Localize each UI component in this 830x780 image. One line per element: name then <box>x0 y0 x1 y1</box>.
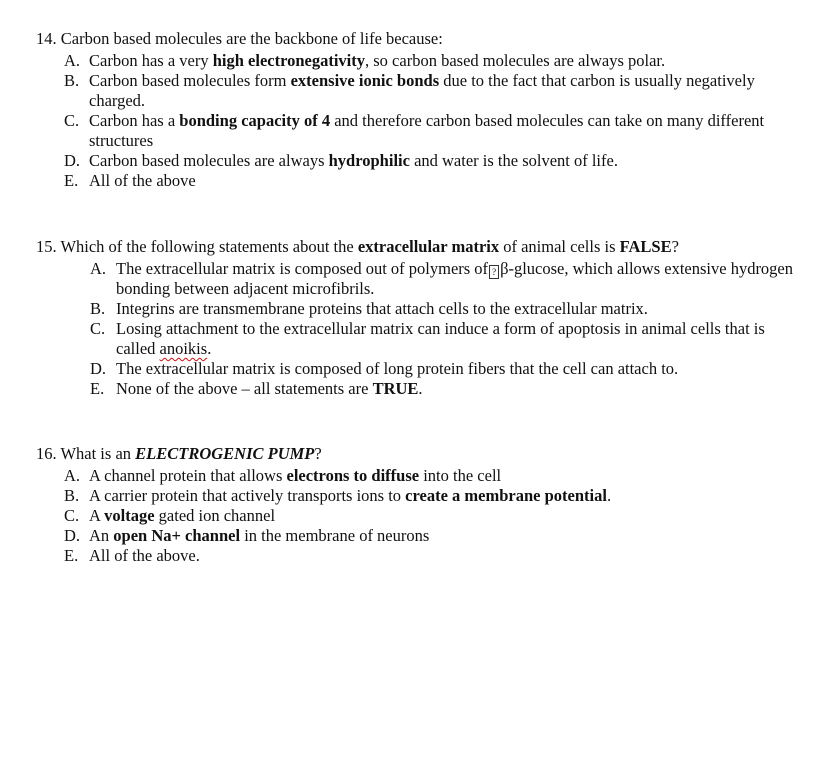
q16-option-d <box>36 526 796 546</box>
q16-option-a-text: A channel protein that allows <box>89 466 287 485</box>
q14-option-d <box>36 151 796 171</box>
q15-option-e-bold: TRUE <box>372 379 419 398</box>
q16-title-text: 16. What is an <box>36 444 136 463</box>
q16-title-text-end: ? <box>314 444 322 463</box>
missing-glyph-icon: ? <box>489 265 499 279</box>
q15-spellcheck-word[interactable]: anoikis <box>159 339 208 358</box>
question-15-options <box>36 259 796 399</box>
q14-option-c-text: Carbon has a <box>89 111 180 130</box>
q15-option-a-text: The extracellular matrix is composed out of polymers of <box>116 259 489 278</box>
q15-option-c <box>36 319 796 359</box>
q14-option-b <box>36 71 796 111</box>
q16-option-a-text-end: into the cell <box>419 466 502 485</box>
q14-option-a-text: Carbon has a very <box>89 51 213 70</box>
q16-option-e-text: All of the above. <box>89 546 200 565</box>
q16-option-b-bold: create a membrane potential <box>405 486 607 505</box>
q14-option-d-text: Carbon based molecules are always <box>89 151 329 170</box>
q16-option-c-letter: C. <box>64 506 80 525</box>
q14-option-a-bold: high electronegativity <box>212 51 366 70</box>
q15-option-a-text-end: β-glucose, which allows extensive hydrogen bonding between adjacent microfibrils. <box>116 259 794 298</box>
q15-option-b-text: Integrins are transmembrane proteins that attach cells to the extracellular matrix. <box>116 299 648 318</box>
q15-option-e-text: None of the above – all statements are <box>116 379 373 398</box>
q14-option-c-bold: bonding capacity of 4 <box>179 111 331 130</box>
q15-title-text-end: ? <box>671 237 679 256</box>
q14-option-a-text-end: , so carbon based molecules are always polar. <box>365 51 666 70</box>
q15-option-b <box>36 299 796 319</box>
q14-option-b-text: Carbon based molecules form <box>89 71 291 90</box>
q16-option-b-text-end: . <box>606 486 612 505</box>
q14-option-d-letter: D. <box>64 151 81 170</box>
q16-option-b-letter: B. <box>64 486 80 505</box>
question-14-options <box>36 51 796 191</box>
q14-option-d-bold: hydrophilic <box>328 151 410 170</box>
q16-option-e <box>36 546 796 566</box>
q15-title-bold-false: FALSE <box>619 237 672 256</box>
question-14-title: 14. Carbon based molecules are the backbone of life because: <box>36 29 443 48</box>
question-14 <box>36 29 796 191</box>
question-16-options <box>36 466 796 566</box>
q16-title-bold-italic: ELECTROGENIC PUMP <box>135 444 315 463</box>
q16-option-a-letter: A. <box>64 466 81 485</box>
q15-option-c-letter: C. <box>90 319 106 338</box>
q15-option-e-letter: E. <box>90 379 105 398</box>
q14-option-a <box>36 51 796 71</box>
question-15 <box>36 237 796 399</box>
q16-option-d-bold: open Na+ channel <box>113 526 241 545</box>
question-15-title <box>36 237 796 257</box>
q15-title-text-mid: of animal cells is <box>499 237 620 256</box>
q15-option-c-text: Losing attachment to the extracellular matrix can induce a form of apoptosis in animal cells that is called <box>116 319 765 358</box>
q15-option-a-letter: A. <box>90 259 107 278</box>
q16-option-c-text-end: gated ion channel <box>154 506 276 525</box>
q16-option-d-text-end: in the membrane of neurons <box>240 526 430 545</box>
question-16 <box>36 444 796 566</box>
q14-option-d-text-end: and water is the solvent of life. <box>409 151 618 170</box>
q16-option-b <box>36 486 796 506</box>
q16-option-b-text: A carrier protein that actively transports ions to <box>89 486 406 505</box>
q16-option-d-letter: D. <box>64 526 81 545</box>
q16-option-c-text: A <box>89 506 105 525</box>
q15-option-a <box>36 259 796 299</box>
q14-option-c-text-end: and therefore carbon based molecules can take on many different structures <box>89 111 765 150</box>
q15-option-e-text-end: . <box>418 379 423 398</box>
q14-option-b-text-end: due to the fact that carbon is usually negatively charged. <box>89 71 755 110</box>
q14-option-e <box>36 171 796 191</box>
q14-option-e-text: All of the above <box>89 171 196 190</box>
q14-option-b-letter: B. <box>64 71 80 90</box>
q14-option-b-bold: extensive ionic bonds <box>290 71 440 90</box>
q16-option-a <box>36 466 796 486</box>
q16-option-d-text: An <box>89 526 114 545</box>
q14-option-e-letter: E. <box>64 171 79 190</box>
q15-option-d-text: The extracellular matrix is composed of long protein fibers that the cell can attach to. <box>116 359 679 378</box>
q16-option-c <box>36 506 796 526</box>
q16-option-c-bold: voltage <box>104 506 155 525</box>
q15-title-bold: extracellular matrix <box>357 237 500 256</box>
q15-option-b-letter: B. <box>90 299 106 318</box>
q14-option-c <box>36 111 796 151</box>
q16-option-a-bold: electrons to diffuse <box>286 466 420 485</box>
q14-option-c-letter: C. <box>64 111 80 130</box>
q15-option-d-letter: D. <box>90 359 107 378</box>
q15-option-e <box>36 379 796 399</box>
q15-title-text: 15. Which of the following statements about the <box>36 237 358 256</box>
q15-option-d <box>36 359 796 379</box>
q14-option-a-letter: A. <box>64 51 81 70</box>
q15-option-c-text-end: . <box>207 339 212 358</box>
question-16-title <box>36 444 796 464</box>
q16-option-e-letter: E. <box>64 546 79 565</box>
